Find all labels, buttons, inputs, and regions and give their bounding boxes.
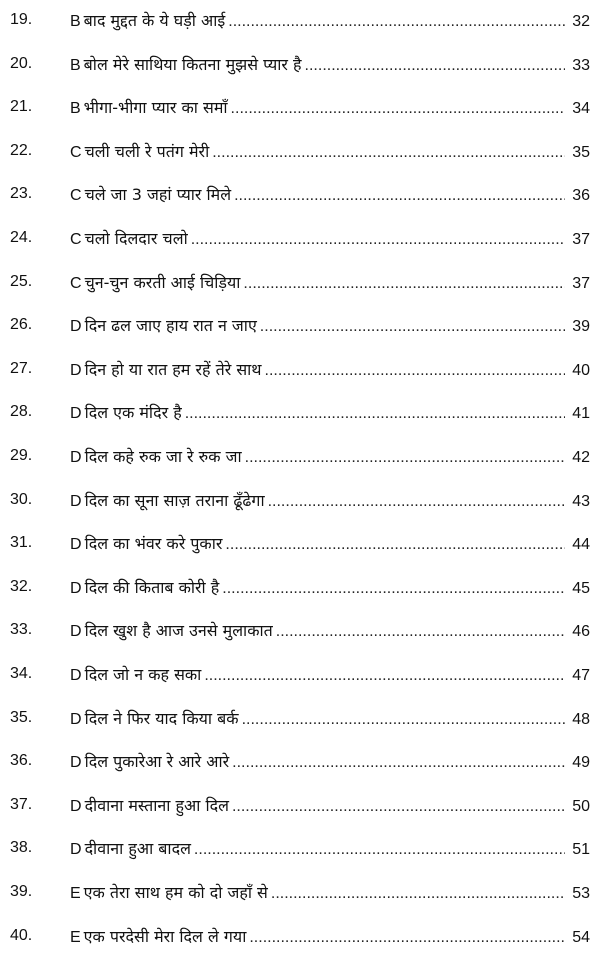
entry-line [70,401,590,423]
song-title: चलो दिलदार चलो [84,229,188,248]
index-letter: D [70,623,82,641]
entry-number: 40. [10,926,33,944]
entry-number: 27. [10,359,33,377]
entry-line [70,925,590,947]
entry-line [70,619,590,641]
page-number: 36 [572,187,590,205]
index-letter: C [70,274,82,292]
toc-row [0,136,600,166]
entry-number: 26. [10,316,33,334]
dot-leader [231,100,565,118]
page-number: 46 [572,623,590,641]
entry-number: 34. [10,665,33,682]
entry-line [70,576,590,598]
page-number: 41 [572,405,590,423]
song-title: दिल का सूना साज़ तराना ढूँढेगा [84,490,265,510]
index-letter: B [70,13,81,30]
toc-row [0,921,600,951]
entry-line [70,794,590,816]
song-title: दीवाना हुआ बादल [84,839,191,859]
song-title: दिन हो या रात हम रहें तेरे साथ [84,359,262,379]
song-title: दिल ने फिर याद किया बर्क [84,708,239,728]
dot-leader [204,667,565,685]
song-title: दिल पुकारेआ रे आरे आरे [84,752,230,772]
dot-leader [212,144,565,162]
entry-line [70,227,590,249]
entry-line [70,489,590,511]
page-number: 40 [572,361,590,379]
toc-row [0,746,600,776]
song-title: भीगा-भीगा प्यार का समाँ [83,98,228,118]
toc-row [0,485,600,515]
page-number: 42 [572,449,590,466]
song-title: दिल का भंवर करे पुकार [84,534,223,554]
song-title: चली चली रे पतंग मेरी [84,141,210,161]
toc-row [0,833,600,863]
index-letter: D [70,797,82,815]
page-number: 34 [572,100,590,118]
entry-line [70,837,590,859]
entry-line [70,663,590,685]
page-number: 49 [572,754,590,772]
entry-line [70,53,590,75]
index-letter: D [70,361,82,379]
entry-number: 28. [10,403,33,421]
dot-leader [234,187,565,205]
toc-row [0,703,600,733]
song-title: बोल मेरे साथिया कितना मुझसे प्यार है [83,54,302,74]
entry-number: 24. [10,229,33,246]
dot-leader [305,57,565,75]
index-letter: E [70,885,81,902]
entry-number: 33. [10,621,33,639]
entry-number: 20. [10,54,33,72]
page-number: 39 [572,318,590,336]
dot-leader [228,13,565,31]
entry-number: 37. [10,795,33,813]
dot-leader [191,231,565,249]
entry-number: 21. [10,98,33,116]
index-letter: D [70,710,82,728]
index-letter: C [70,231,82,248]
dot-leader [232,798,565,816]
song-title: एक परदेसी मेरा दिल ले गया [83,926,247,946]
page-number: 50 [572,797,590,815]
index-letter: D [70,841,82,859]
page-number: 33 [572,56,590,74]
song-title: दिल की किताब कोरी है [84,577,220,597]
entry-number: 39. [10,883,33,900]
entry-line [70,750,590,772]
song-title: चुन-चुन करती आई चिड़िया [84,272,241,292]
entry-line [70,445,590,467]
entry-line [70,358,590,380]
index-letter: D [70,492,82,510]
entry-number: 19. [10,11,33,28]
entry-line [70,183,590,205]
index-letter: D [70,667,82,684]
page-number: 51 [572,841,590,859]
toc-row [0,92,600,122]
song-title: चले जा 3 जहां प्यार मिले [84,185,232,205]
song-title: एक तेरा साथ हम को दो जहाँ से [83,883,268,902]
toc-row [0,528,600,558]
dot-leader [222,580,565,598]
song-title: दिल एक मंदिर है [84,403,182,423]
toc-row [0,354,600,384]
index-letter: D [70,536,82,554]
index-letter: B [70,100,81,118]
dot-leader [265,362,565,380]
entry-number: 35. [10,708,33,726]
index-letter: C [70,187,82,205]
song-title: दीवाना मस्ताना हुआ दिल [84,795,229,815]
dot-leader [260,318,565,336]
page-number: 45 [572,579,590,597]
entry-line [70,707,590,729]
entry-number: 29. [10,447,33,464]
toc-row [0,179,600,209]
page-number: 35 [572,143,590,161]
entry-line [70,314,590,336]
index-letter: D [70,405,82,423]
index-letter: C [70,143,82,161]
dot-leader [194,841,565,859]
toc-row [0,49,600,79]
index-letter: D [70,318,82,336]
song-title: दिल कहे रुक जा रे रुक जा [84,447,242,466]
page-number: 32 [572,13,590,30]
entry-number: 31. [10,534,33,552]
dot-leader [242,711,565,729]
toc-row [0,615,600,645]
entry-number: 36. [10,752,33,770]
index-letter: D [70,449,82,466]
entry-number: 23. [10,185,33,203]
dot-leader [225,536,565,554]
dot-leader [243,275,565,293]
page-number: 37 [572,274,590,292]
toc-row [0,790,600,820]
entry-line [70,271,590,293]
index-letter: E [70,928,81,946]
index-letter: D [70,579,82,597]
toc-row [0,441,600,471]
page-number: 53 [572,885,590,902]
toc-row [0,267,600,297]
page-number: 48 [572,710,590,728]
entry-number: 25. [10,272,33,290]
page-number: 44 [572,536,590,554]
dot-leader [185,405,565,423]
toc-row [0,5,600,35]
dot-leader [276,623,565,641]
toc-row [0,572,600,602]
dot-leader [268,493,565,511]
dot-leader [245,449,565,467]
dot-leader [232,754,565,772]
dot-leader [271,885,565,903]
page-number: 43 [572,492,590,510]
page-number: 47 [572,667,590,684]
song-title: दिल जो न कह सका [84,665,202,684]
entry-line [70,532,590,554]
entry-line [70,881,590,903]
song-title: बाद मुद्दत के ये घड़ी आई [83,11,226,30]
entry-line [70,9,590,31]
entry-line [70,140,590,162]
toc-row [0,397,600,427]
entry-number: 30. [10,490,33,508]
entry-number: 22. [10,141,33,159]
song-title: दिन ढल जाए हाय रात न जाए [84,316,257,336]
entry-number: 38. [10,839,33,857]
entry-line [70,96,590,118]
song-title: दिल खुश है आज उनसे मुलाकात [84,621,273,641]
entry-number: 32. [10,577,33,595]
dot-leader [249,929,565,947]
page-number: 37 [572,231,590,248]
toc-row [0,877,600,907]
toc-row [0,223,600,253]
toc-row [0,310,600,340]
page-number: 54 [572,928,590,946]
toc-row [0,659,600,689]
index-letter: D [70,754,82,772]
index-letter: B [70,56,81,74]
